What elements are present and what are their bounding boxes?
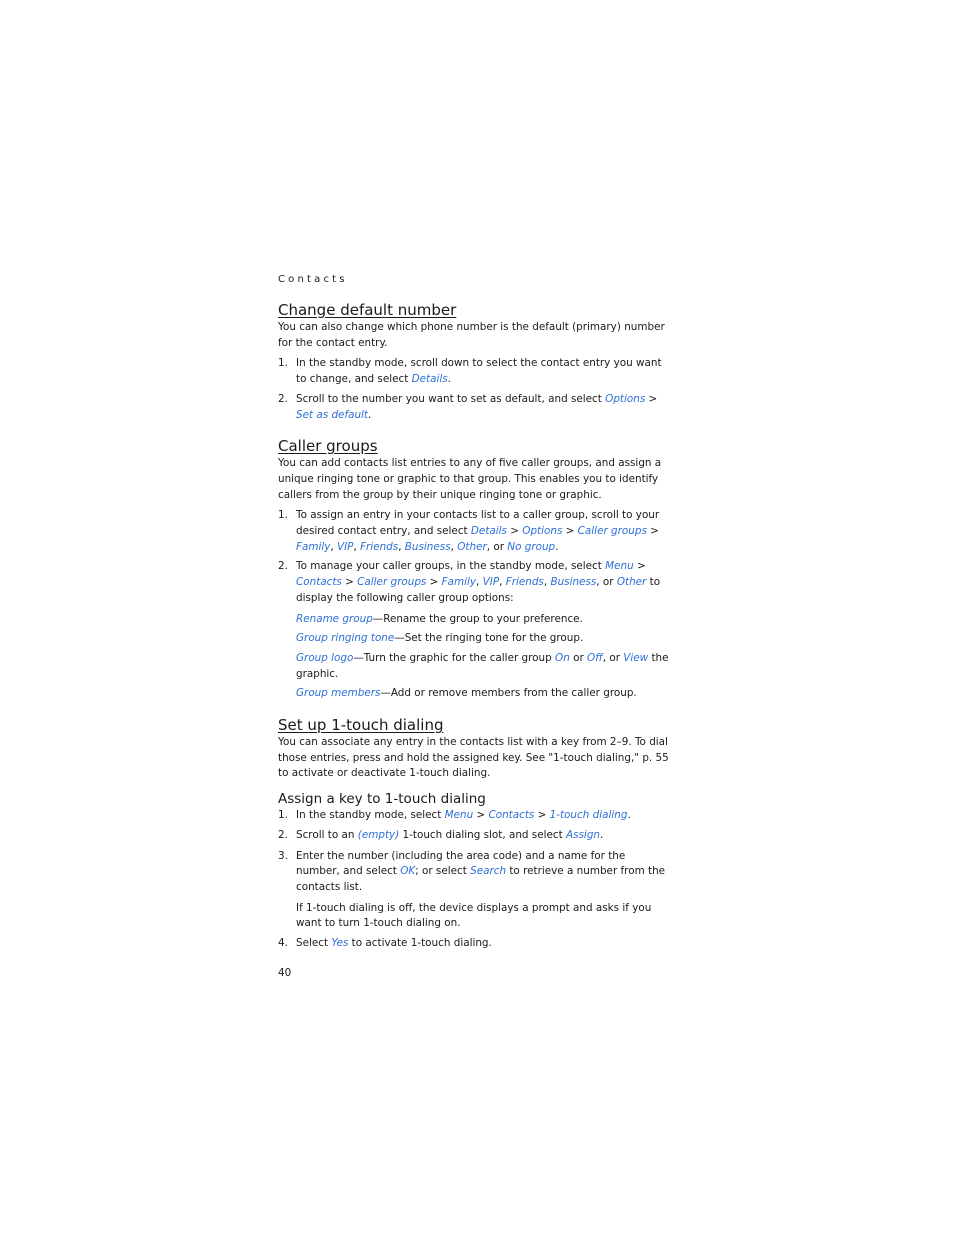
- steps-assign-key-continued: [278, 936, 670, 952]
- step: 3. Enter the number (including the area code) and a name for the number, and select OK; or select Search to retrieve a number from the contacts list.: [278, 849, 666, 893]
- step: 1. To assign an entry in your contacts list to a caller group, scroll to your desired contact entry, and select Details > Options > Caller groups > Family, VIP, Friends, Business, Other, or No group.: [278, 509, 660, 553]
- running-header: Contacts: [278, 274, 348, 285]
- heading-change-default-number: Change default number: [278, 301, 457, 319]
- option-group-ringing-tone: Group ringing tone—Set the ringing tone for the group.: [296, 632, 584, 645]
- step: 4. Select Yes to activate 1-touch dialing.: [278, 937, 492, 950]
- page-number: 40: [278, 966, 292, 979]
- note-1-touch-off: If 1-touch dialing is off, the device displays a prompt and asks if you want to turn 1-touch dialing on.: [296, 901, 652, 930]
- step: 2. Scroll to the number you want to set as default, and select Options > Set as default.: [278, 392, 658, 421]
- steps-change-default: [278, 356, 670, 423]
- heading-set-up-1-touch-dialing: Set up 1-touch dialing: [278, 716, 444, 735]
- subheading-assign-key: Assign a key to 1-touch dialing: [278, 791, 486, 808]
- paragraph-change-default-intro: You can also change which phone number is the default (primary) number for the contact entry.: [278, 321, 665, 349]
- manual-page: [278, 272, 670, 982]
- option-group-members: Group members—Add or remove members from the caller group.: [296, 687, 637, 700]
- steps-assign-key: [278, 808, 670, 896]
- step: 2. Scroll to an (empty) 1-touch dialing slot, and select Assign.: [278, 828, 604, 841]
- paragraph-1-touch-intro: You can associate any entry in the contacts list with a key from 2–9. To dial those entries, press and hold the assigned key. See "1-touch dialing," p. 55 to activate or deactivate 1-touch dialing.: [278, 736, 669, 780]
- step: 1. In the standby mode, select Menu > Contacts > 1-touch dialing.: [278, 809, 631, 822]
- heading-caller-groups: Caller groups: [278, 437, 378, 456]
- step: 1. In the standby mode, scroll down to select the contact entry you want to change, and select Details.: [278, 357, 662, 386]
- option-group-logo: Group logo—Turn the graphic for the caller group On or Off, or View the graphic.: [296, 651, 669, 680]
- option-rename-group: Rename group—Rename the group to your preference.: [296, 612, 583, 625]
- paragraph-caller-groups-intro: You can add contacts list entries to any of five caller groups, and assign a unique ringing tone or graphic to that group. This enables you to identify callers from the group by their unique ringing tone or graphic.: [278, 457, 662, 501]
- step: 2. To manage your caller groups, in the standby mode, select Menu > Contacts > Caller groups > Family, VIP, Friends, Business, or Other to display the following caller group options:: [278, 560, 661, 604]
- steps-caller-groups: [278, 508, 670, 606]
